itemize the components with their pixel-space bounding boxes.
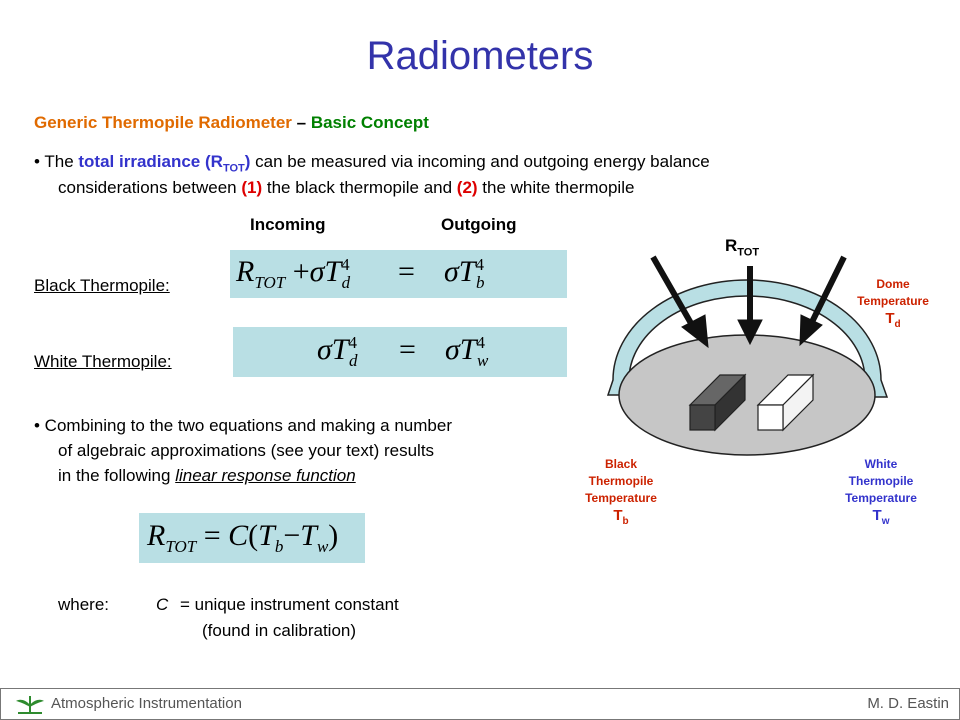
bullet-2-line-2: of algebraic approximations (see your text) results (58, 441, 435, 460)
incoming-header: Incoming (250, 215, 326, 234)
marker-one: (1) (241, 178, 263, 197)
subheading-topic: Generic Thermopile Radiometer (34, 113, 292, 132)
black-thermopile-equation: $R_{TOT} +\sigma T^4_d$ = $\sigma T^4_b$ (230, 250, 567, 298)
white-thermopile-equation: $\sigma T^4_d$ = $\sigma T^4_w$ (233, 327, 567, 377)
bullet-marker: • (34, 152, 40, 171)
total-irradiance-term: total irradiance $(R_{TOT})$ (78, 152, 251, 175)
footer-course: Atmospheric Instrumentation (51, 695, 242, 712)
sensor-base (619, 335, 875, 455)
marker-two: (2) (456, 178, 478, 197)
text: can be measured via incoming and outgoing energy balance (250, 152, 710, 171)
subheading-concept: Basic Concept (310, 113, 429, 132)
constant-symbol: C (156, 595, 169, 614)
footer-author: M. D. Eastin (867, 695, 949, 712)
plant-logo-icon (15, 693, 45, 715)
text: The (39, 152, 79, 171)
linear-response-equation: $R_{TOT} = C(T_b-T_w)$ (139, 513, 365, 563)
bullet-1-line-2: considerations between (1) the black thermopile and (2) the white thermopile (58, 178, 635, 197)
dome-temperature-label: Dome Temperature $T_d$ (857, 277, 929, 330)
constant-note: (found in calibration) (202, 621, 357, 640)
where-label: where: (58, 595, 110, 614)
subheading-dash: – (291, 113, 311, 132)
bullet-2-line-3: in the following linear response function (58, 466, 356, 485)
constant-definition: = unique instrument constant (180, 595, 399, 614)
outgoing-header: Outgoing (441, 215, 517, 234)
footer-bar (0, 688, 960, 720)
bullet-2-line-1: • Combining to the two equations and making a number (34, 416, 452, 435)
black-thermopile-label: Black Thermopile: (34, 276, 170, 295)
black-thermopile-temperature-label: Black Thermopile Temperature $T_b$ (585, 457, 657, 527)
page-title: Radiometers (366, 34, 594, 78)
rtot-label: $R_{TOT}$ (725, 236, 760, 259)
subheading (34, 113, 429, 133)
white-thermopile-label: White Thermopile: (34, 352, 172, 371)
linear-response-function-term: linear response function (175, 466, 356, 485)
white-thermopile-temperature-label: White Thermopile Temperature $T_w$ (845, 457, 917, 527)
